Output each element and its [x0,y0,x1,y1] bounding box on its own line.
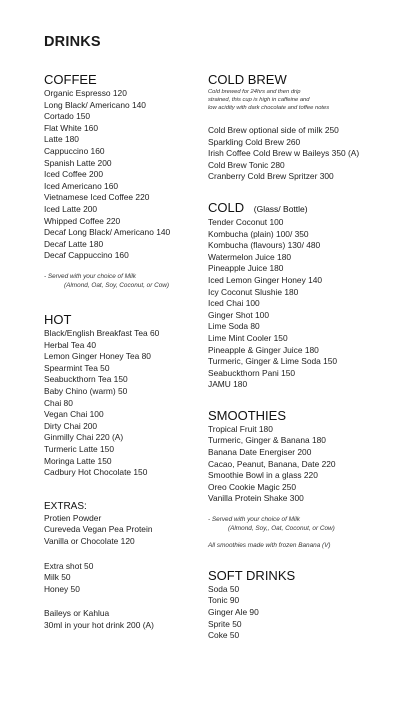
menu-item: Cappuccino 160 [44,145,105,156]
menu-item: Oreo Cookie Magic 250 [208,481,296,492]
smoothies-list [208,424,398,505]
addons-list [44,561,204,596]
menu-item: Iced Lemon Ginger Honey 140 [208,274,323,285]
menu-item: Cold Brew Tonic 280 [208,159,285,170]
menu-item: JAMU 180 [208,379,248,390]
menu-item: Vegan Chai 100 [44,409,104,420]
menu-item: Seabuckthorn Pani 150 [208,367,296,378]
menu-item: Iced Americano 160 [44,180,119,191]
menu-item: Tender Coconut 100 [208,216,284,227]
coffee-list [44,88,204,262]
menu-item: Seabuckthorn Tea 150 [44,374,128,385]
menu-column-left [44,72,204,632]
menu-item: Cold Brew optional side of milk 250 [208,125,339,135]
menu-item: Sparkling Cold Brew 260 [208,136,301,147]
hot-list [44,328,204,479]
section-title-cold-brew: COLD BREW [208,72,287,87]
menu-item: Lime Soda 80 [208,321,260,332]
section-title-soft-drinks: SOFT DRINKS [208,567,296,583]
cold-list [208,217,398,391]
menu-item: Ginger Ale 90 [208,607,259,617]
menu-item: Honey 50 [44,583,80,594]
menu-item: Icy Coconut Slushie 180 [208,286,299,297]
menu-item: Turmeric, Ginger & Banana 180 [208,435,326,446]
menu-item: Decaf Cappuccino 160 [44,250,129,261]
menu-item: Cadbury Hot Chocolate 150 [44,467,148,478]
menu-item: Watermelon Juice 180 [208,251,292,262]
menu-item: Cacao, Peanut, Banana, Date 220 [208,458,336,469]
menu-item: Flat White 160 [44,122,98,133]
coffee-milk-note: - Served with your choice of Milk [44,272,136,280]
menu-item: Pineapple Juice 180 [208,263,284,274]
menu-item: Coke 50 [208,630,240,641]
menu-item: Tonic 90 [208,595,240,606]
menu-item: Irish Coffee Cold Brew w Baileys 350 (A) [208,148,360,159]
menu-item: Black/English Breakfast Tea 60 [44,328,160,339]
cold-brew-description: low acidity with dark chocolate and toffee notes [208,105,330,111]
spirit-addon-price: 30ml in your hot drink 200 (A) [44,619,154,630]
menu-item: Decaf Latte 180 [44,238,104,249]
menu-item: Vanilla or Chocolate 120 [44,536,135,546]
menu-item: Long Black/ Americano 140 [44,99,146,110]
cold-heading: COLD [208,199,245,215]
menu-item: Sprite 50 [208,618,242,629]
page-title: DRINKS [44,34,101,50]
menu-item: Baby Chino (warm) 50 [44,386,128,397]
menu-item: Cortado 150 [44,111,91,122]
cold-brew-description: strained, this cup is high in caffeine and [208,97,310,103]
menu-item: Soda 50 [208,583,240,594]
menu-item: Turmeric Latte 150 [44,444,114,455]
spirit-addon-label: Baileys or Kahlua [44,608,110,619]
soft-drinks-list [208,584,398,642]
menu-item: Kombucha (flavours) 130/ 480 [208,240,321,251]
menu-item: Vietnamese Iced Coffee 220 [44,192,150,203]
menu-item: Extra shot 50 [44,560,94,571]
menu-item: Spanish Latte 200 [44,157,112,168]
menu-column-right [208,72,398,642]
menu-item: Cureveda Vegan Pea Protein [44,524,153,535]
cold-brew-description: Cold brewed for 24hrs and then drip [208,89,301,95]
menu-item: Iced Coffee 200 [44,169,103,180]
menu-item: Lime Mint Cooler 150 [208,332,288,343]
menu-item: Spearmint Tea 50 [44,362,110,373]
menu-item: Ginger Shot 100 [208,309,269,320]
menu-item: Chai 80 [44,397,73,408]
menu-item: Cranberry Cold Brew Spritzer 300 [208,171,334,182]
menu-item: Moringa Latte 150 [44,455,112,466]
menu-item: Iced Latte 200 [44,203,98,214]
menu-item: Milk 50 [44,572,71,583]
menu-item: Ginmilly Chai 220 (A) [44,432,124,443]
menu-item: Dirty Chai 200 [44,420,98,431]
section-title-cold [208,200,398,217]
menu-item: Iced Chai 100 [208,298,260,309]
menu-item: Tropical Fruit 180 [208,423,273,434]
menu-item: Latte 180 [44,134,79,145]
extras-list [44,513,204,548]
section-title-coffee: COFFEE [44,72,97,87]
menu-item: Pineapple & Ginger Juice 180 [208,344,319,355]
menu-item: Protien Powder [44,512,102,523]
menu-item: Lemon Ginger Honey Tea 80 [44,351,151,362]
section-title-hot: HOT [44,312,72,328]
section-title-smoothies: SMOOTHIES [208,407,287,423]
smoothies-milk-note: - Served with your choice of Milk [208,516,300,524]
menu-item: Whipped Coffee 220 [44,215,121,226]
smoothies-milk-options: (Almond, Soy,, Oat, Coconut, or Cow) [228,524,335,532]
menu-item: Kombucha (plain) 100/ 350 [208,228,309,239]
menu-item: Organic Espresso 120 [44,88,127,98]
cold-subheading: (Glass/ Bottle) [253,203,308,214]
smoothies-banana-note: All smoothies made with frozen Banana (V) [208,542,331,550]
section-title-extras: EXTRAS: [44,500,87,512]
menu-item: Smoothie Bowl in a glass 220 [208,470,318,481]
menu-item: Turmeric, Ginger & Lime Soda 150 [208,356,338,367]
menu-item: Decaf Long Black/ Americano 140 [44,227,171,238]
menu-item: Banana Date Energiser 200 [208,447,312,458]
coffee-milk-options: (Almond, Oat, Soy, Coconut, or Cow) [64,281,170,289]
menu-item: Vanilla Protein Shake 300 [208,493,304,504]
cold-brew-list [208,125,398,183]
menu-item: Herbal Tea 40 [44,339,96,350]
